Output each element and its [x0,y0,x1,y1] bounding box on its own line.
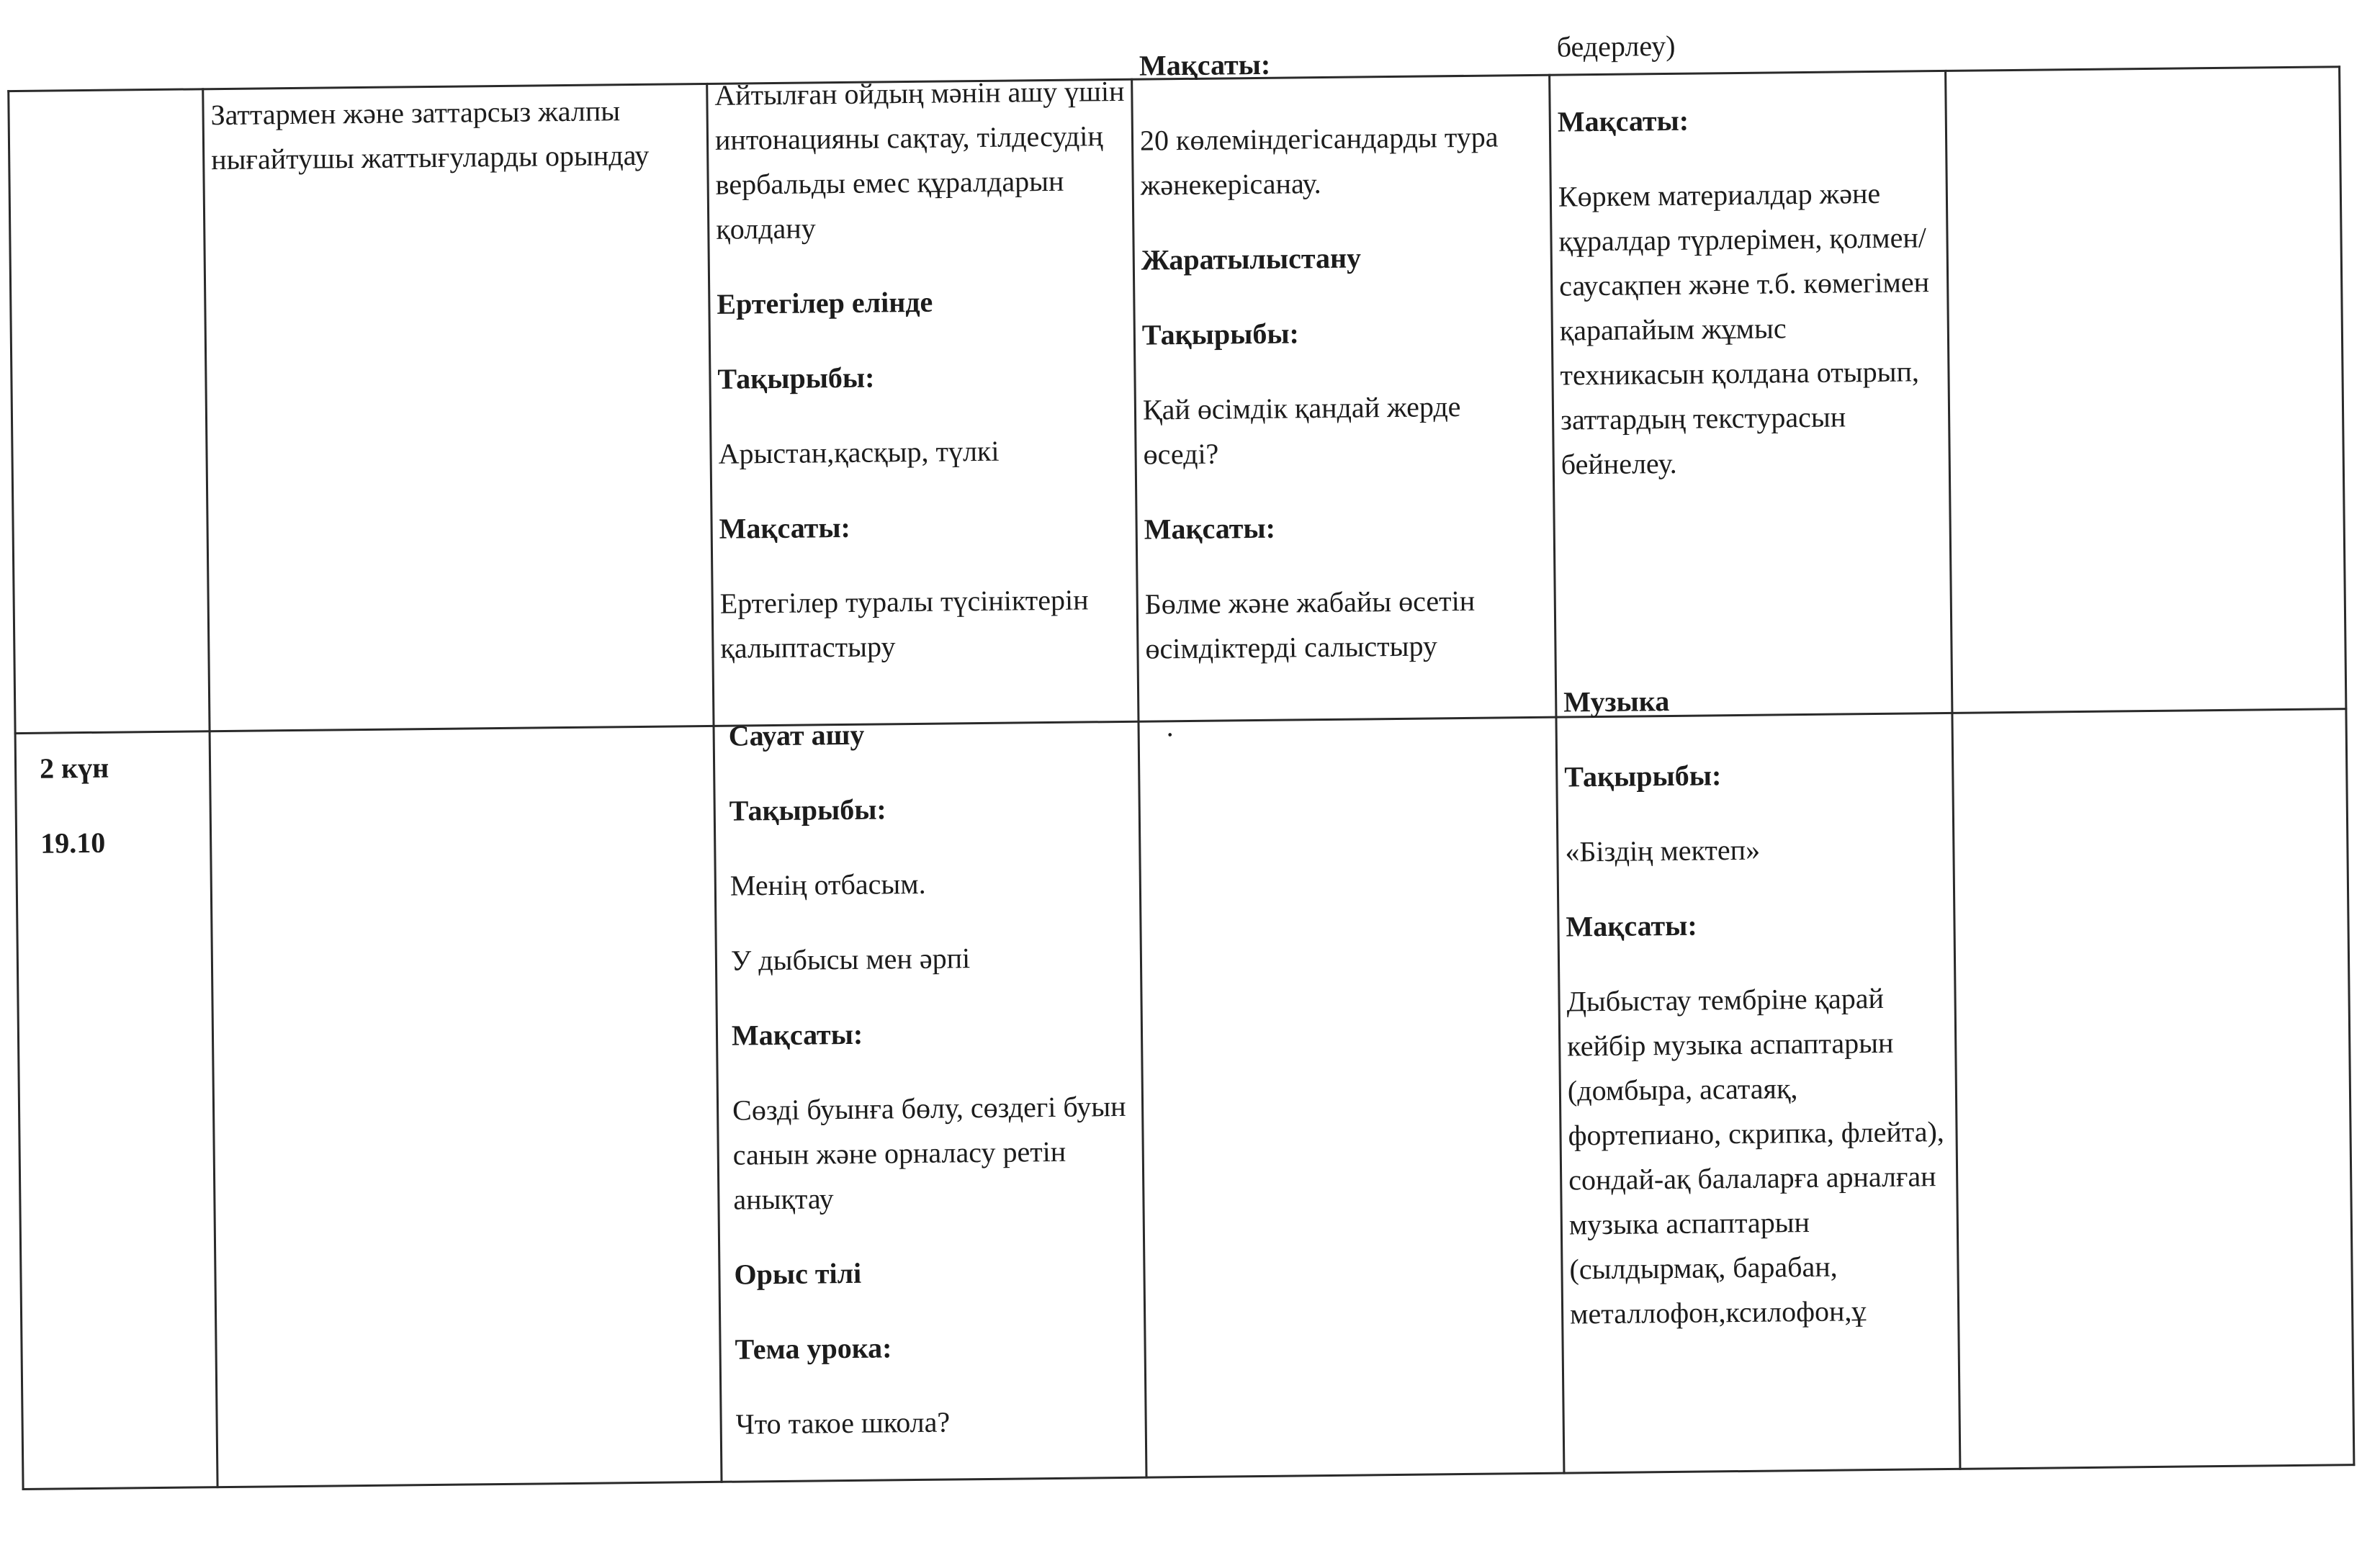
row1-col4-topic-label: Тақырыбы: [1141,317,1300,351]
row2-col5-goal: Дыбыстау тембріне қарай кейбір музыка аспаптарын (домбыра, асатаяқ, фортепиано, скрипка, флейта), сондай-ақ балаларға арналған музыка аспаптарын (сылдырмақ, барабан, металлофон,ксилофон,ұ [1566,981,1945,1330]
row2-day-cell [40,744,203,865]
row2-col3-topic-label-2: Тема урока: [735,1331,892,1366]
row1-col4-cell [1139,40,1545,672]
row1-col4-topic: Қай өсімдік қандай жерде өседі? [1142,390,1461,471]
row2-col3-goal-label-1: Мақсаты: [731,1017,863,1052]
row2-col5-cell [1563,676,1952,1337]
row2-col3-subject-2: Орыс тілі [734,1256,862,1291]
table-right-border [2338,66,2355,1466]
row1-col5-goal-label: Мақсаты: [1557,104,1689,138]
row1-col4-goal-label-1: Мақсаты: [1139,48,1271,82]
row1-col5-goal: Көркем материалдар және құралдар түрлерімен, қолмен/саусақпен және т.б. көмегімен қарапайым жұмыс техникасын қолдана отырып, заттардың текстурасын бейнелеу. [1558,176,1930,481]
row2-col5-topic-label: Тақырыбы: [1564,759,1722,793]
row1-col3-cell [714,69,1131,671]
row-divider [14,708,2348,734]
row2-col3-goal-1: Сөзді буынға бөлу, сөздегі буын санын және орналасу ретін анықтау [732,1089,1126,1216]
row1-col3-subject: Ертегілер елінде [717,285,933,320]
row2-col3-cell [728,710,1139,1447]
row1-activity-text: Заттармен және заттарсыз жалпы нығайтушы жаттығуларды орындау [210,94,650,176]
row2-col4-mark: . [1166,710,1174,743]
row1-col5-cell [1556,21,1936,487]
row1-col4-goal-label-2: Мақсаты: [1144,511,1276,546]
row1-col3-topic: Арыстан,қасқыр, түлкі [718,434,1000,470]
row2-date: 19.10 [40,826,106,860]
row1-col3-intro: Айтылған ойдың мәнін ашу үшін интонацияны сақтау, тілдесудің вербальды емес құралдарын қолдану [714,74,1125,246]
row1-col3-goal: Ертегілер туралы түсініктерін қалыптастыру [719,583,1089,665]
row1-col5-continued: бедерлеу) [1556,29,1676,63]
row1-col3-topic-label: Тақырыбы: [717,361,875,395]
row2-col3-subject-1: Сауат ашу [728,718,865,752]
row1-col4-goal-2: Бөлме және жабайы өсетін өсімдіктерді салыстыру [1144,584,1476,665]
row2-col3-topic-1b: У дыбысы мен әрпі [730,942,971,977]
row1-activity-cell [210,88,679,182]
row2-col5-subject: Музыка [1563,684,1670,719]
row2-col5-goal-label: Мақсаты: [1566,909,1697,943]
row2-col5-topic: «Біздің мектеп» [1565,833,1761,868]
table-left-border [7,90,24,1490]
row2-col3-topic-2: Что такое школа? [735,1405,951,1441]
row2-col3-topic-1a: Менің отбасым. [729,867,926,902]
column-divider-1 [202,88,218,1488]
table-bottom-border [22,1464,2356,1490]
row2-day: 2 күн [39,751,109,785]
row1-col4-goal-1: 20 көлеміндегісандарды тура жәнекерісанау. [1139,120,1499,202]
row1-col3-goal-label: Мақсаты: [719,510,851,545]
row2-col3-topic-label-1: Тақырыбы: [729,793,886,827]
row1-col4-subject: Жаратылыстану [1141,241,1362,276]
